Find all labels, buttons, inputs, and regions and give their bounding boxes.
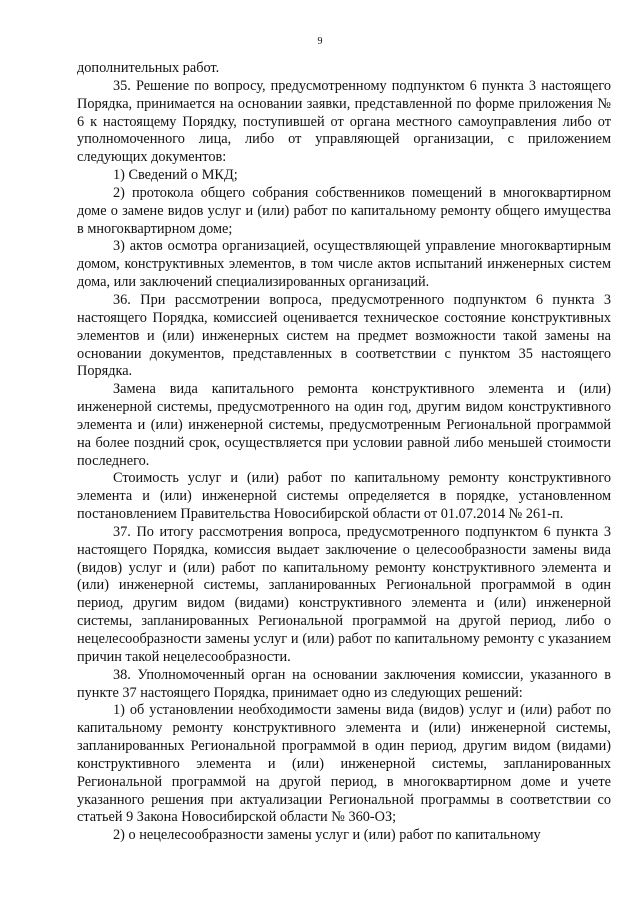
document-body: [77, 60, 611, 845]
paragraph-item-35-2: 2) протокола общего собрания собственников помещений в многоквартирном доме о замене видов услуг и (или) работ по капитальному ремонту общего имущества в многоквартирном доме;: [77, 184, 611, 237]
paragraph-item-38-1: 1) об установлении необходимости замены вида (видов) услуг и (или) работ по капитальному ремонту конструктивного элемента и (или) инженерной системы, запланированных Региональной программой в один период, другим видом (видами) конструктивного элемента и (или) инженерной системы, запланированных Региональной программой на другой период, в многоквартирном доме и учете указанного решения при актуализации Региональной программы в соответствии со статьей 9 Закона Новосибирской области № 360-ОЗ;: [77, 702, 611, 826]
paragraph-item-35-1: 1) Сведений о МКД;: [113, 167, 238, 184]
paragraph-cost-rule: Стоимость услуг и (или) работ по капитальному ремонту конструктивного элемента и (или) инженерной системы определяется в порядке, установленном постановлением Правительства Новосибирской области от 01.07.2014 № 261-п.: [77, 470, 611, 523]
paragraph-item-36: 36. При рассмотрении вопроса, предусмотренного подпунктом 6 пункта 3 настоящего Порядка, комиссией оценивается техническое состояние конструктивных элементов и (или) инженерных систем на предмет возможности такой замены на основании документов, представленных в соответствии с пунктом 35 настоящего Порядка.: [77, 291, 611, 380]
page-number: 9: [317, 36, 323, 47]
paragraph-continuation: дополнительных работ.: [77, 60, 220, 76]
paragraph-item-35: 35. Решение по вопросу, предусмотренному подпунктом 6 пункта 3 настоящего Порядка, принимается на основании заявки, представленной по форме приложения № 6 к настоящему Порядку, поступившей от органа местного самоуправления либо от уполномоченного лица, либо от управляющей организации, с приложением следующих документов:: [77, 77, 611, 166]
paragraph-item-37: 37. По итогу рассмотрения вопроса, предусмотренного подпунктом 6 пункта 3 настоящего Порядка, комиссия выдает заключение о целесообразности замены вида (видов) услуг и (или) работ по капитальному ремонту конструктивного элемента и (или) инженерной системы, запланированных Региональной программой в один период, другим видом (видами) конструктивного элемента и (или) инженерной системы, запланированных Региональной программой на другой период, либо о нецелесообразности замены услуг и (или) работ по капитальному ремонту с указанием причин такой нецелесообразности.: [77, 523, 611, 665]
paragraph-item-35-3: 3) актов осмотра организацией, осуществляющей управление многоквартирным домом, конструктивных элементов, в том числе актов испытаний инженерных систем дома, или заключений специализированных организаций.: [77, 238, 611, 291]
paragraph-item-38-2: 2) о нецелесообразности замены услуг и (или) работ по капитальному: [113, 827, 541, 844]
paragraph-item-38: 38. Уполномоченный орган на основании заключения комиссии, указанного в пункте 37 настоящего Порядка, принимает одно из следующих решений:: [77, 666, 611, 701]
paragraph-replacement-rule: Замена вида капитального ремонта конструктивного элемента и (или) инженерной системы, предусмотренного на один год, другим видом конструктивного элемента и (или) инженерной системы, предусмотренным Региональной программой на более поздний срок, осуществляется при условии равной либо меньшей стоимости последнего.: [77, 381, 611, 469]
